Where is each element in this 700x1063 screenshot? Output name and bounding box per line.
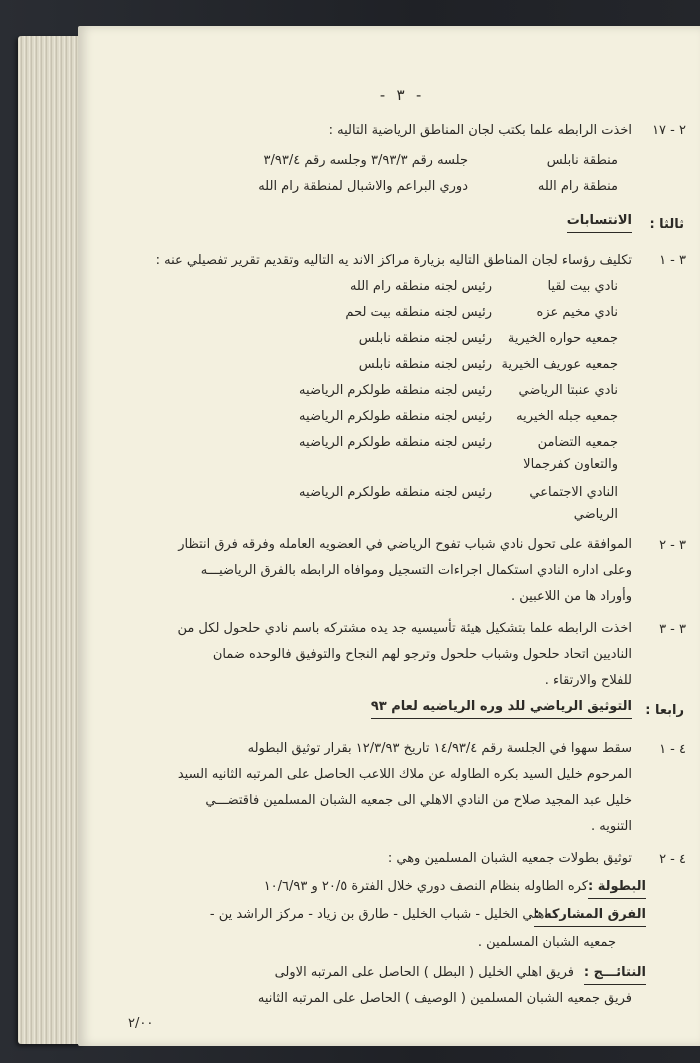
page-number: - ٣ -	[378, 86, 424, 104]
championship-label: البطولة :	[588, 876, 646, 899]
result-line: فريق جمعيه الشبان المسلمين ( الوصيف ) الحاصل على المرتبه الثانيه	[257, 991, 632, 1006]
club-name: جمعيه عوريف الخيرية	[501, 357, 618, 372]
club-name: الرياضي	[573, 507, 618, 522]
committee-name: رئيس لجنه منطقه طولكرم الرياضيه	[299, 485, 492, 500]
item-number: ٣ - ١	[659, 253, 686, 268]
club-name: نادي مخيم عزه	[536, 305, 618, 320]
paragraph-line: للفلاح والارتقاء .	[544, 673, 632, 688]
item-number: ٣ - ٢	[659, 538, 686, 553]
championship-text: كره الطاوله بنظام النصف دوري خلال الفترة ٢٠/٥ و ١٠/٦/٩٣	[263, 879, 588, 894]
row-label: منطقة نابلس	[546, 153, 618, 168]
committee-name: رئيس لجنه منطقه رام الله	[349, 279, 492, 294]
result-line: فريق اهلي الخليل ( البطل ) الحاصل على المرتبه الاولى	[274, 965, 574, 980]
committee-name: رئيس لجنه منطقه نابلس	[358, 331, 492, 346]
paragraph-line: المرحوم خليل السيد بكره الطاوله عن ملاك اللاعب الحاصل على المرتبه الثانيه السيد	[177, 767, 632, 782]
section-label: ثالثا :	[649, 217, 684, 232]
committee-name: رئيس لجنه منطقه نابلس	[358, 357, 492, 372]
document-page	[78, 26, 700, 1046]
paragraph-line: خليل عبد المجيد صلاح من النادي الاهلي الى جمعيه الشبان المسلمين فاقتضـــي	[205, 793, 632, 808]
club-name: جمعيه جبله الخيريه	[516, 409, 618, 424]
results-label: النتائـــج :	[584, 962, 646, 985]
club-name: نادي بيت لقيا	[547, 279, 618, 294]
paragraph: توثيق بطولات جمعيه الشبان المسلمين وهي :	[387, 851, 632, 866]
committee-name: رئيس لجنه منطقه طولكرم الرياضيه	[299, 435, 492, 450]
paragraph-line: التنويه .	[591, 819, 632, 834]
committee-name: رئيس لجنه منطقه طولكرم الرياضيه	[299, 383, 492, 398]
item-number: ٤ - ١	[659, 742, 686, 757]
committee-name: رئيس لجنه منطقه بيت لحم	[345, 305, 492, 320]
footer-code: ٢/٠٠	[128, 1016, 154, 1031]
paragraph-line: سقط سهوا في الجلسة رقم ١٤/٩٣/٤ تاريخ ١٢/٣/٩٣ بقرار توثيق البطوله	[247, 741, 632, 756]
club-name: النادي الاجتماعي	[529, 485, 618, 500]
item-number: ٢ - ١٧	[652, 123, 686, 138]
section-label: رابعا :	[645, 703, 684, 718]
item-number: ٤ - ٢	[659, 852, 686, 867]
club-name: جمعيه حواره الخيرية	[507, 331, 618, 346]
paragraph: تكليف رؤساء لجان المناطق التاليه بزيارة مراكز الاند يه التاليه وتقديم تقرير تفصيلي عنه :	[155, 253, 632, 268]
paragraph-line: اخذت الرابطه علما بتشكيل هيئة تأسيسيه جد يده مشتركه باسم نادي حلحول لكل من	[177, 621, 632, 636]
paragraph-line: وأوراد ها من اللاعبين .	[510, 589, 632, 604]
teams-text: اهلي الخليل - شباب الخليل - طارق بن زياد - مركز الراشد ين -	[209, 907, 548, 922]
paragraph-line: الموافقة على تحول نادي شباب تفوح الرياضي في العضويه العامله وفرقه فرق انتظار	[178, 537, 632, 552]
row-value: دوري البراعم والاشبال لمنطقة رام الله	[258, 179, 468, 194]
paragraph-line: وعلى اداره النادي استكمال اجراءات التسجيل وموافاه الرابطه بالفرق الرياضيـــه	[200, 563, 632, 578]
row-label: منطقة رام الله	[537, 179, 618, 194]
teams-label: الفرق المشاركه :	[534, 904, 646, 927]
section-title: التوثيق الرياضي للد وره الرياضيه لعام ٩٣	[371, 696, 632, 719]
page-stack-edge	[18, 36, 84, 1044]
club-name: والتعاون كفرجمالا	[523, 457, 618, 472]
club-name: جمعيه التضامن	[537, 435, 618, 450]
item-number: ٣ - ٣	[659, 622, 686, 637]
committee-name: رئيس لجنه منطقه طولكرم الرياضيه	[299, 409, 492, 424]
section-title: الانتسابات	[567, 210, 632, 233]
paragraph-line: الناديين اتحاد حلحول وشباب حلحول وترجو لهم النجاح والتوفيق فالوحده ضمان	[212, 647, 632, 662]
club-name: نادي عنبتا الرياضي	[518, 383, 618, 398]
row-value: جلسه رقم ٣/٩٣/٣ وجلسه رقم ٣/٩٣/٤	[263, 153, 468, 168]
paragraph: اخذت الرابطه علما بكتب لجان المناطق الرياضية التاليه :	[328, 123, 632, 138]
teams-text-cont: جمعيه الشبان المسلمين .	[477, 935, 616, 950]
